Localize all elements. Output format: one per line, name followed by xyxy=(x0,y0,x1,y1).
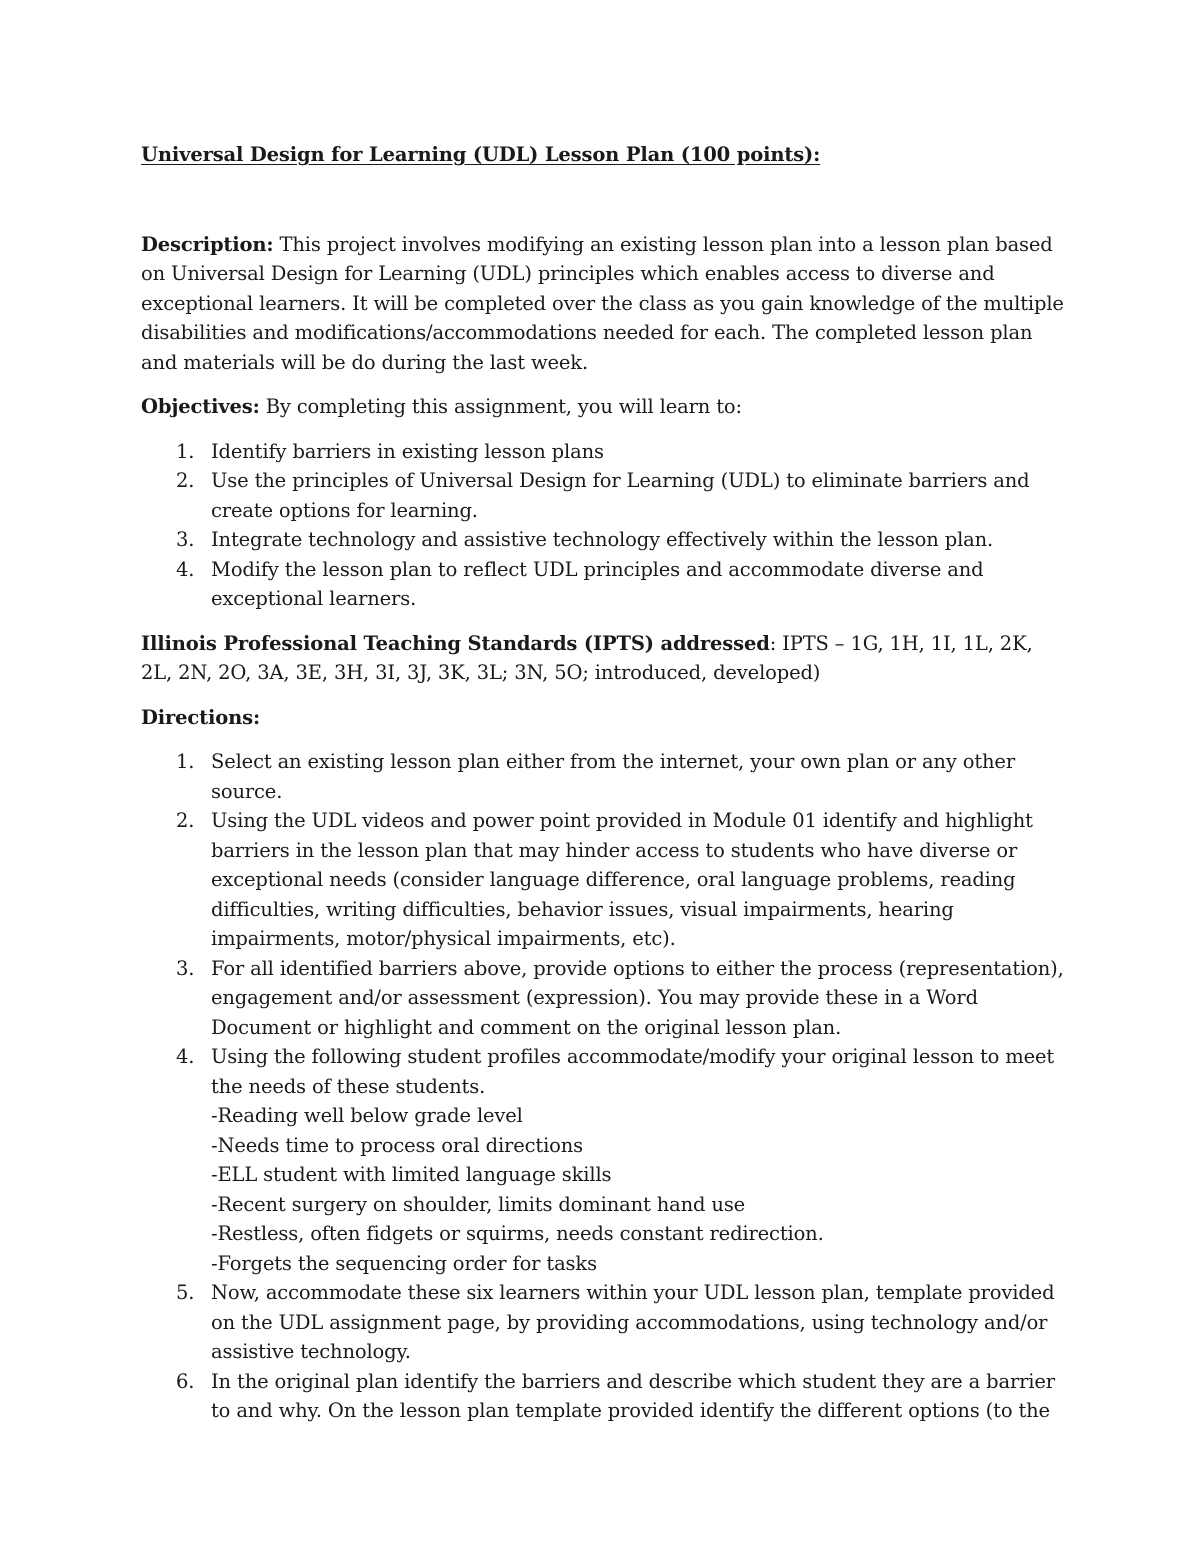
list-number: 4. xyxy=(176,1045,195,1068)
list-number: 4. xyxy=(176,557,195,581)
document-title: Universal Design for Learning (UDL) Lesson Plan (100 points): xyxy=(141,143,821,166)
list-item-text: Use the principles of Universal Design for Learning (UDL) to eliminate barriers and create options for learning. xyxy=(211,469,1030,522)
list-item xyxy=(141,1042,1066,1278)
student-profile: -Restless, often fidgets or squirms, needs constant redirection. xyxy=(211,1222,824,1245)
objectives-paragraph xyxy=(141,392,1066,422)
standards-text: : IPTS – 1G, 1H, 1I, 1L, 2K, 2L, 2N, 2O, 3A, 3E, 3H, 3I, 3J, 3K, 3L; 3N, 5O; introduced, developed) xyxy=(141,631,1033,684)
description-text: This project involves modifying an existing lesson plan into a lesson plan based on Universal Design for Learning (UDL) principles which enables access to diverse and exceptional learners. It will be completed over the class as you gain knowledge of the multiple disabilities and modifications/accommodations needed for each. The completed lesson plan and materials will be do during the last week. xyxy=(141,232,1064,374)
list-item-text: In the original plan identify the barriers and describe which student they are a barrier to and why. On the lesson plan template provided identify the different options (to the xyxy=(211,1369,1055,1422)
list-item xyxy=(141,1367,1066,1426)
list-item-text: Using the UDL videos and power point provided in Module 01 identify and highlight barriers in the lesson plan that may hinder access to students who have diverse or exceptional needs (consider language difference, oral language problems, reading difficulties, writing difficulties, behavior issues, visual impairments, hearing impairments, motor/physical impairments, etc). xyxy=(211,809,1033,950)
list-item xyxy=(141,747,1066,806)
list-number: 6. xyxy=(176,1369,195,1393)
student-profile: -Reading well below grade level xyxy=(211,1104,523,1127)
list-item-text: For all identified barriers above, provide options to either the process (representation), engagement and/or assessment (expression). You may provide these in a Word Document or highlight and comment on the original lesson plan. xyxy=(211,956,1064,1039)
list-number: 2. xyxy=(176,469,195,492)
list-item xyxy=(141,806,1066,954)
directions-label: Directions: xyxy=(141,705,260,729)
objectives-label: Objectives: xyxy=(141,395,260,418)
list-item-text: Using the following student profiles accommodate/modify your original lesson to meet the needs of these students. xyxy=(211,1045,1055,1098)
list-number: 2. xyxy=(176,809,195,832)
list-item xyxy=(141,525,1066,555)
description-label: Description: xyxy=(141,232,274,256)
standards-paragraph xyxy=(141,629,1066,688)
list-item xyxy=(141,1278,1066,1367)
directions-list xyxy=(141,747,1066,1426)
list-number: 3. xyxy=(176,528,195,551)
document-page xyxy=(141,140,1066,1441)
list-number: 5. xyxy=(176,1281,195,1304)
list-item-text: Select an existing lesson plan either from the internet, your own plan or any other source. xyxy=(211,750,1015,803)
description-paragraph xyxy=(141,230,1066,378)
list-item-text: Integrate technology and assistive technology effectively within the lesson plan. xyxy=(211,528,994,551)
list-number: 3. xyxy=(176,956,195,980)
standards-label: Illinois Professional Teaching Standards (IPTS) addressed xyxy=(141,631,770,655)
student-profile: -Recent surgery on shoulder, limits dominant hand use xyxy=(211,1192,746,1216)
student-profile: -Needs time to process oral directions xyxy=(211,1133,584,1157)
directions-heading-paragraph xyxy=(141,703,1066,733)
list-number: 1. xyxy=(176,439,195,463)
student-profile: -ELL student with limited language skills xyxy=(211,1163,612,1186)
student-profile: -Forgets the sequencing order for tasks xyxy=(211,1251,597,1275)
list-item xyxy=(141,437,1066,467)
list-item-text: Modify the lesson plan to reflect UDL principles and accommodate diverse and exceptional learners. xyxy=(211,557,984,610)
list-item xyxy=(141,466,1066,525)
objectives-intro: By completing this assignment, you will learn to: xyxy=(259,395,742,418)
list-item-text: Now, accommodate these six learners within your UDL lesson plan, template provided on the UDL assignment page, by providing accommodations, using technology and/or assistive technology. xyxy=(211,1281,1055,1363)
list-number: 1. xyxy=(176,750,195,773)
list-item xyxy=(141,555,1066,614)
list-item-text: Identify barriers in existing lesson plans xyxy=(211,439,604,463)
list-item xyxy=(141,954,1066,1043)
objectives-list xyxy=(141,437,1066,614)
